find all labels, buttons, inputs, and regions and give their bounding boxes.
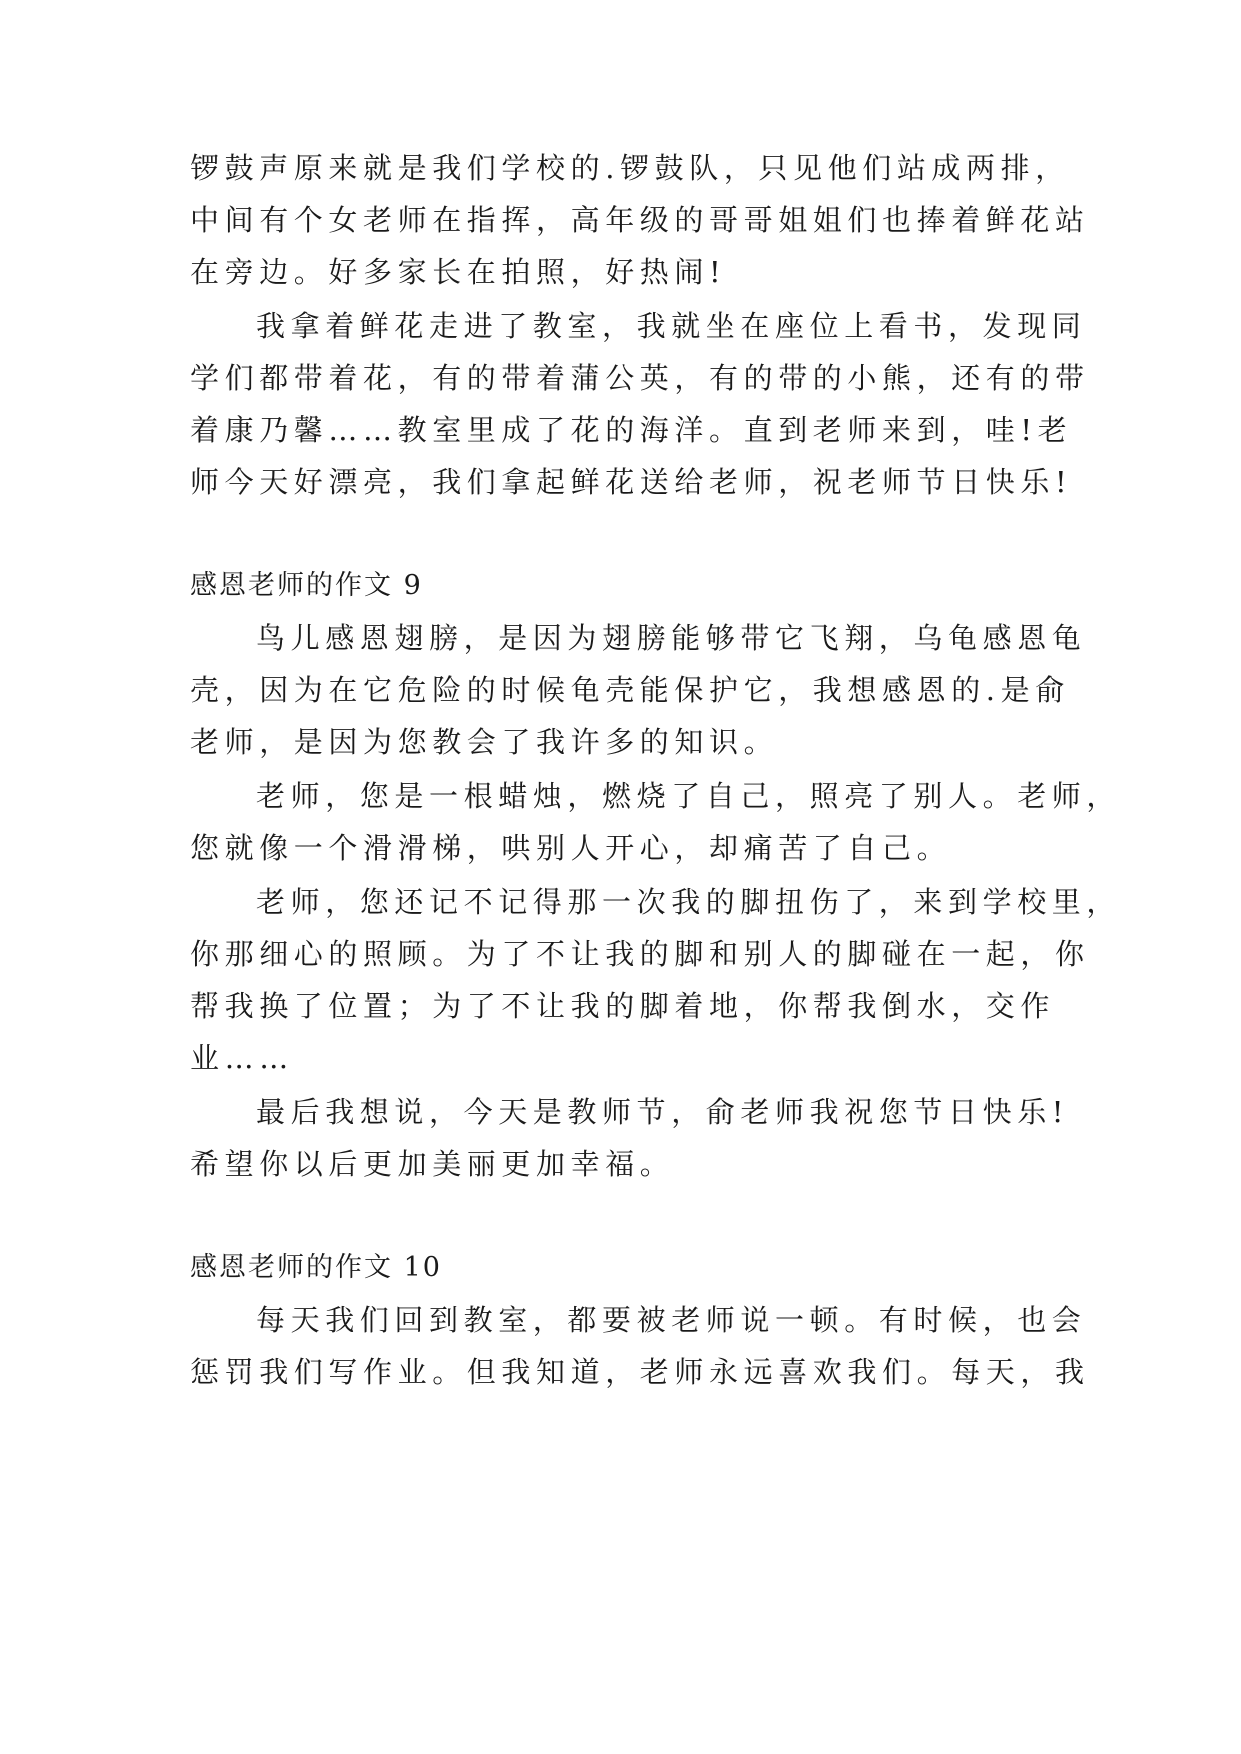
text-line: 老师，您是一根蜡烛，燃烧了自己，照亮了别人。老师， <box>256 779 1122 813</box>
text-line: 着康乃馨……教室里成了花的海洋。直到老师来到，哇!老 <box>190 413 1073 447</box>
section-heading: 感恩老师的作文 10 <box>190 1252 442 1283</box>
text-line: 老师，您还记不记得那一次我的脚扭伤了，来到学校里， <box>256 885 1122 919</box>
text-line: 鸟儿感恩翅膀，是因为翅膀能够带它飞翔，乌龟感恩龟 <box>256 621 1087 655</box>
text-line: 每天我们回到教室，都要被老师说一顿。有时候，也会 <box>256 1303 1087 1337</box>
text-line: 业…… <box>190 1041 294 1075</box>
text-line: 惩罚我们写作业。但我知道，老师永远喜欢我们。每天，我 <box>190 1355 1090 1389</box>
section-heading: 感恩老师的作文 9 <box>190 570 423 601</box>
text-line: 我拿着鲜花走进了教室，我就坐在座位上看书，发现同 <box>256 309 1087 343</box>
text-line: 师今天好漂亮，我们拿起鲜花送给老师，祝老师节日快乐! <box>190 465 1073 499</box>
text-line: 锣鼓声原来就是我们学校的.锣鼓队，只见他们站成两排， <box>190 151 1070 185</box>
text-line: 壳，因为在它危险的时候龟壳能保护它，我想感恩的.是俞 <box>190 673 1070 707</box>
text-line: 老师，是因为您教会了我许多的知识。 <box>190 725 779 759</box>
text-line: 最后我想说，今天是教师节，俞老师我祝您节日快乐! <box>256 1095 1070 1129</box>
text-line: 希望你以后更加美丽更加幸福。 <box>190 1147 675 1181</box>
text-line: 您就像一个滑滑梯，哄别人开心，却痛苦了自己。 <box>190 831 952 865</box>
text-line: 帮我换了位置；为了不让我的脚着地，你帮我倒水，交作 <box>190 989 1056 1023</box>
text-line: 中间有个女老师在指挥，高年级的哥哥姐姐们也捧着鲜花站 <box>190 203 1090 237</box>
text-line: 你那细心的照顾。为了不让我的脚和别人的脚碰在一起，你 <box>190 937 1090 971</box>
text-line: 在旁边。好多家长在拍照，好热闹! <box>190 255 727 289</box>
text-line: 学们都带着花，有的带着蒲公英，有的带的小熊，还有的带 <box>190 361 1090 395</box>
